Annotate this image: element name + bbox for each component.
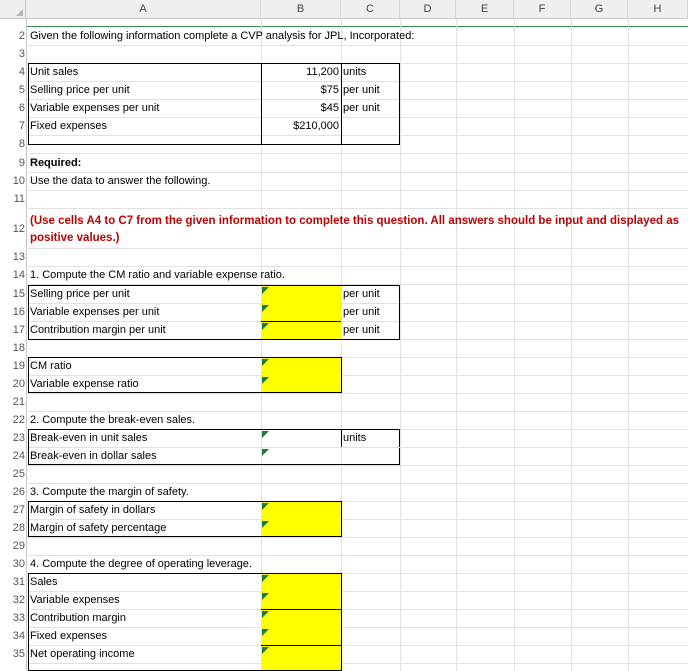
cell-a20[interactable]: Variable expense ratio	[30, 378, 139, 390]
cell-a15[interactable]: Selling price per unit	[30, 288, 130, 300]
cell-a17[interactable]: Contribution margin per unit	[30, 324, 166, 336]
cell-a23[interactable]: Break-even in unit sales	[30, 432, 148, 444]
cell-c16[interactable]: per unit	[343, 306, 380, 318]
cell-marker-icon	[262, 521, 269, 528]
cell-b5[interactable]: $75	[320, 84, 339, 96]
cell-a12-instructions[interactable]: (Use cells A4 to C7 from the given information to complete this question. All answers should be input and displayed as positive values.)	[30, 215, 680, 244]
column-header-c[interactable]: C	[341, 0, 400, 19]
cell-marker-icon	[262, 287, 269, 294]
cell-a33[interactable]: Contribution margin	[30, 612, 126, 624]
cell-c6[interactable]: per unit	[343, 102, 380, 114]
row-header-11[interactable]: 11	[0, 191, 26, 209]
cell-a10[interactable]: Use the data to answer the following.	[30, 175, 211, 187]
gridline	[28, 190, 688, 191]
cell-c15[interactable]: per unit	[343, 288, 380, 300]
row-header-10[interactable]: 10	[0, 173, 26, 191]
cell-a31[interactable]: Sales	[30, 576, 58, 588]
cell-a34[interactable]: Fixed expenses	[30, 630, 108, 642]
cell-a24[interactable]: Break-even in dollar sales	[30, 450, 157, 462]
cell-a16[interactable]: Variable expenses per unit	[30, 306, 160, 318]
column-header-b[interactable]: B	[261, 0, 341, 19]
row-header-17[interactable]: 17	[0, 322, 26, 340]
row-header-34[interactable]: 34	[0, 628, 26, 646]
row-header-15[interactable]: 15	[0, 286, 26, 304]
row-header-27[interactable]: 27	[0, 502, 26, 520]
cell-a35[interactable]: Net operating income	[30, 648, 135, 660]
row-header-28[interactable]: 28	[0, 520, 26, 538]
cell-c23[interactable]: units	[343, 432, 367, 444]
row-header-16[interactable]: 16	[0, 304, 26, 322]
row-header-5[interactable]: 5	[0, 82, 26, 100]
gridline	[28, 465, 688, 466]
row-header-13[interactable]: 13	[0, 249, 26, 267]
gridline	[28, 153, 688, 154]
row-header-border	[26, 19, 27, 671]
row-header-35[interactable]: 35	[0, 646, 26, 664]
row-header-2[interactable]: 2	[0, 28, 26, 46]
cell-marker-icon	[262, 323, 269, 330]
cell-marker-icon	[262, 377, 269, 384]
cell-marker-icon	[262, 359, 269, 366]
column-header-f[interactable]: F	[514, 0, 571, 19]
row-header-3[interactable]: 3	[0, 46, 26, 64]
gridline	[28, 208, 688, 209]
cell-marker-icon	[262, 593, 269, 600]
cell-a27[interactable]: Margin of safety in dollars	[30, 504, 156, 516]
cell-marker-icon	[262, 503, 269, 510]
cell-a19[interactable]: CM ratio	[30, 360, 72, 372]
cell-marker-icon	[262, 431, 269, 438]
answer-cells-b31-b35[interactable]	[261, 574, 341, 670]
gridline	[28, 393, 688, 394]
row-header-9[interactable]: 9	[0, 155, 26, 173]
column-header-e[interactable]: E	[456, 0, 514, 19]
row-header-31[interactable]: 31	[0, 574, 26, 592]
gridline	[28, 45, 688, 46]
cell-marker-icon	[262, 575, 269, 582]
row-header-30[interactable]: 30	[0, 556, 26, 574]
cell-a2[interactable]: Given the following information complete a CVP analysis for JPL, Incorporated:	[30, 30, 415, 42]
row-header-26[interactable]: 26	[0, 484, 26, 502]
cell-a9[interactable]: Required:	[30, 157, 82, 169]
row-header-12[interactable]: 12	[0, 209, 26, 249]
row-header-32[interactable]: 32	[0, 592, 26, 610]
row-header-18[interactable]: 18	[0, 340, 26, 358]
row-header-25[interactable]: 25	[0, 466, 26, 484]
cell-a30[interactable]: 4. Compute the degree of operating leverage.	[30, 558, 252, 570]
gridline	[28, 537, 688, 538]
row-header-33[interactable]: 33	[0, 610, 26, 628]
cell-a32[interactable]: Variable expenses	[30, 594, 120, 606]
cell-a7[interactable]: Fixed expenses	[30, 120, 108, 132]
row-header-29[interactable]: 29	[0, 538, 26, 556]
row-header-23[interactable]: 23	[0, 430, 26, 448]
cell-a22[interactable]: 2. Compute the break-even sales.	[30, 414, 196, 426]
cell-marker-icon	[262, 629, 269, 636]
cell-a26[interactable]: 3. Compute the margin of safety.	[30, 486, 189, 498]
answer-cells-b19-b20[interactable]	[261, 358, 341, 392]
select-all-corner[interactable]	[0, 0, 26, 19]
cell-a6[interactable]: Variable expenses per unit	[30, 102, 160, 114]
row-header-4[interactable]: 4	[0, 64, 26, 82]
row-header-21[interactable]: 21	[0, 394, 26, 412]
cell-b4[interactable]: 11,200	[306, 66, 339, 78]
cell-b7[interactable]: $210,000	[293, 120, 339, 132]
cell-b6[interactable]: $45	[320, 102, 339, 114]
row-header-6[interactable]: 6	[0, 100, 26, 118]
answer-cells-b27-b28[interactable]	[261, 502, 341, 536]
cell-c5[interactable]: per unit	[343, 84, 380, 96]
row-header-14[interactable]: 14	[0, 267, 26, 285]
row-1-strip	[26, 19, 688, 27]
column-header-a[interactable]: A	[26, 0, 261, 19]
gridline	[28, 248, 688, 249]
cell-a28[interactable]: Margin of safety percentage	[30, 522, 167, 534]
row-header-7[interactable]: 7	[0, 118, 26, 136]
row-header-24[interactable]: 24	[0, 448, 26, 466]
column-header-d[interactable]: D	[400, 0, 456, 19]
cell-a4[interactable]: Unit sales	[30, 66, 79, 78]
row-header-22[interactable]: 22	[0, 412, 26, 430]
cell-a5[interactable]: Selling price per unit	[30, 84, 130, 96]
cell-marker-icon	[262, 647, 269, 654]
cell-c17[interactable]: per unit	[343, 324, 380, 336]
cell-a14[interactable]: 1. Compute the CM ratio and variable expense ratio.	[30, 269, 285, 281]
row-header-8[interactable]: 8	[0, 136, 26, 154]
cell-marker-icon	[262, 449, 269, 456]
column-header-h[interactable]: H	[628, 0, 688, 19]
row-header-19[interactable]: 19	[0, 358, 26, 376]
cell-marker-icon	[262, 611, 269, 618]
cell-marker-icon	[262, 305, 269, 312]
answer-cells-b15-b17[interactable]	[261, 286, 341, 339]
column-header-g[interactable]: G	[571, 0, 628, 19]
cell-c4[interactable]: units	[343, 66, 367, 78]
row-header-20[interactable]: 20	[0, 376, 26, 394]
